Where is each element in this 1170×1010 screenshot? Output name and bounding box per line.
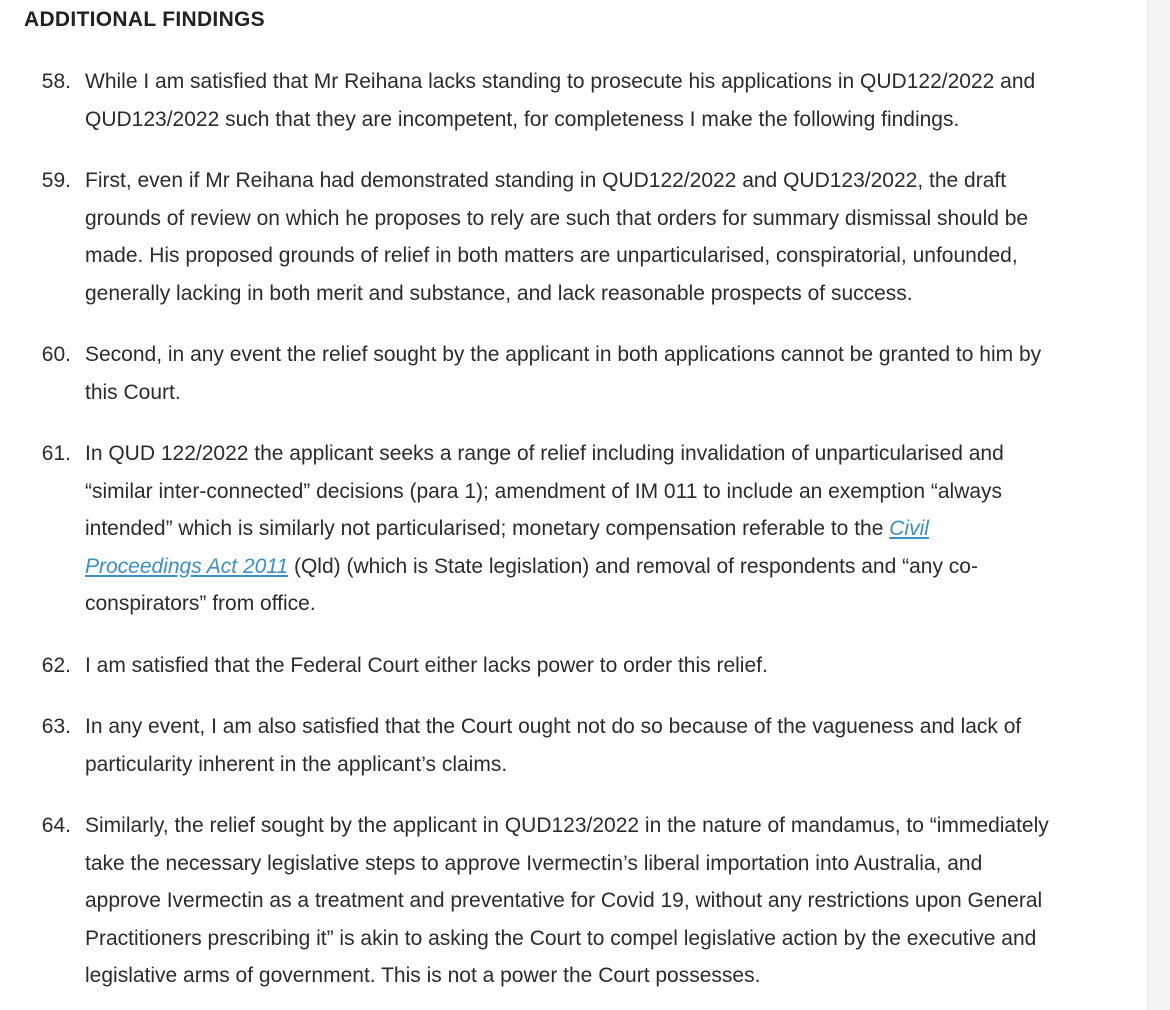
paragraph-number: 60. <box>41 343 71 366</box>
text-line: In any event, I am also satisfied that the Court ought not do so because of the vagueness and lack of <box>85 715 1022 738</box>
text-line: particularity inherent in the applicant’s claims. <box>85 752 508 776</box>
text-line: legislative arms of government. This is not a power the Court possesses. <box>85 964 761 987</box>
paragraph-number: 59. <box>41 169 71 192</box>
section-heading: ADDITIONAL FINDINGS <box>24 8 265 31</box>
text-line: “similar inter-connected” decisions (para 1); amendment of IM 011 to include an exemption “always <box>85 479 1003 503</box>
text-line: Second, in any event the relief sought by the applicant in both applications cannot be granted to him by <box>85 343 1042 366</box>
text-segment: intended” which is similarly not particularised; monetary compensation referable to the <box>85 517 890 540</box>
text-line <box>85 510 1140 548</box>
civil-proceedings-act-link[interactable]: Civil <box>889 517 929 540</box>
civil-proceedings-act-link-continued[interactable]: Proceedings Act 2011 <box>85 554 289 578</box>
paragraph-number: 62. <box>41 654 71 677</box>
text-line <box>85 548 1140 586</box>
text-line: First, even if Mr Reihana had demonstrated standing in QUD122/2022 and QUD123/2022, the draft <box>85 169 1007 192</box>
text-line: I am satisfied that the Federal Court either lacks power to order this relief. <box>85 654 768 677</box>
text-line: conspirators” from office. <box>85 592 316 615</box>
paragraph-number: 61. <box>41 442 71 465</box>
paragraph-number: 64. <box>41 814 71 837</box>
text-segment: (Qld) (which is State legislation) and removal of respondents and “any co- <box>288 554 978 578</box>
paragraph-text <box>85 708 1140 783</box>
text-line: generally lacking in both merit and substance, and lack reasonable prospects of success. <box>85 281 913 305</box>
scrollbar-track[interactable] <box>1147 0 1170 1010</box>
paragraph-number: 63. <box>41 715 71 738</box>
paragraph-text <box>85 63 1140 138</box>
text-line: this Court. <box>85 380 181 404</box>
text-line: QUD123/2022 such that they are incompetent, for completeness I make the following findings. <box>85 107 960 131</box>
text-line: made. His proposed grounds of relief in both matters are unparticularised, conspiratorial, unfounded, <box>85 244 1018 267</box>
text-line: Similarly, the relief sought by the applicant in QUD123/2022 in the nature of mandamus, to “immediately <box>85 814 1049 837</box>
paragraph-text <box>85 807 1140 995</box>
text-line: grounds of review on which he proposes to rely are such that orders for summary dismissal should be <box>85 206 1029 230</box>
text-line: While I am satisfied that Mr Reihana lacks standing to prosecute his applications in QUD122/2022 and <box>85 70 1036 93</box>
text-line: take the necessary legislative steps to approve Ivermectin’s liberal importation into Australia, and <box>85 851 983 875</box>
paragraph-text <box>85 647 1140 685</box>
paragraph-text <box>85 336 1140 411</box>
text-line: In QUD 122/2022 the applicant seeks a range of relief including invalidation of unparticularised and <box>85 442 1004 465</box>
text-line: Practitioners prescribing it” is akin to asking the Court to compel legislative action by the executive and <box>85 926 1037 950</box>
paragraph-text <box>85 435 1140 623</box>
text-line: approve Ivermectin as a treatment and preventative for Covid 19, without any restrictions upon General <box>85 889 1043 912</box>
paragraph-text <box>85 162 1140 312</box>
paragraph-number: 58. <box>41 70 71 93</box>
